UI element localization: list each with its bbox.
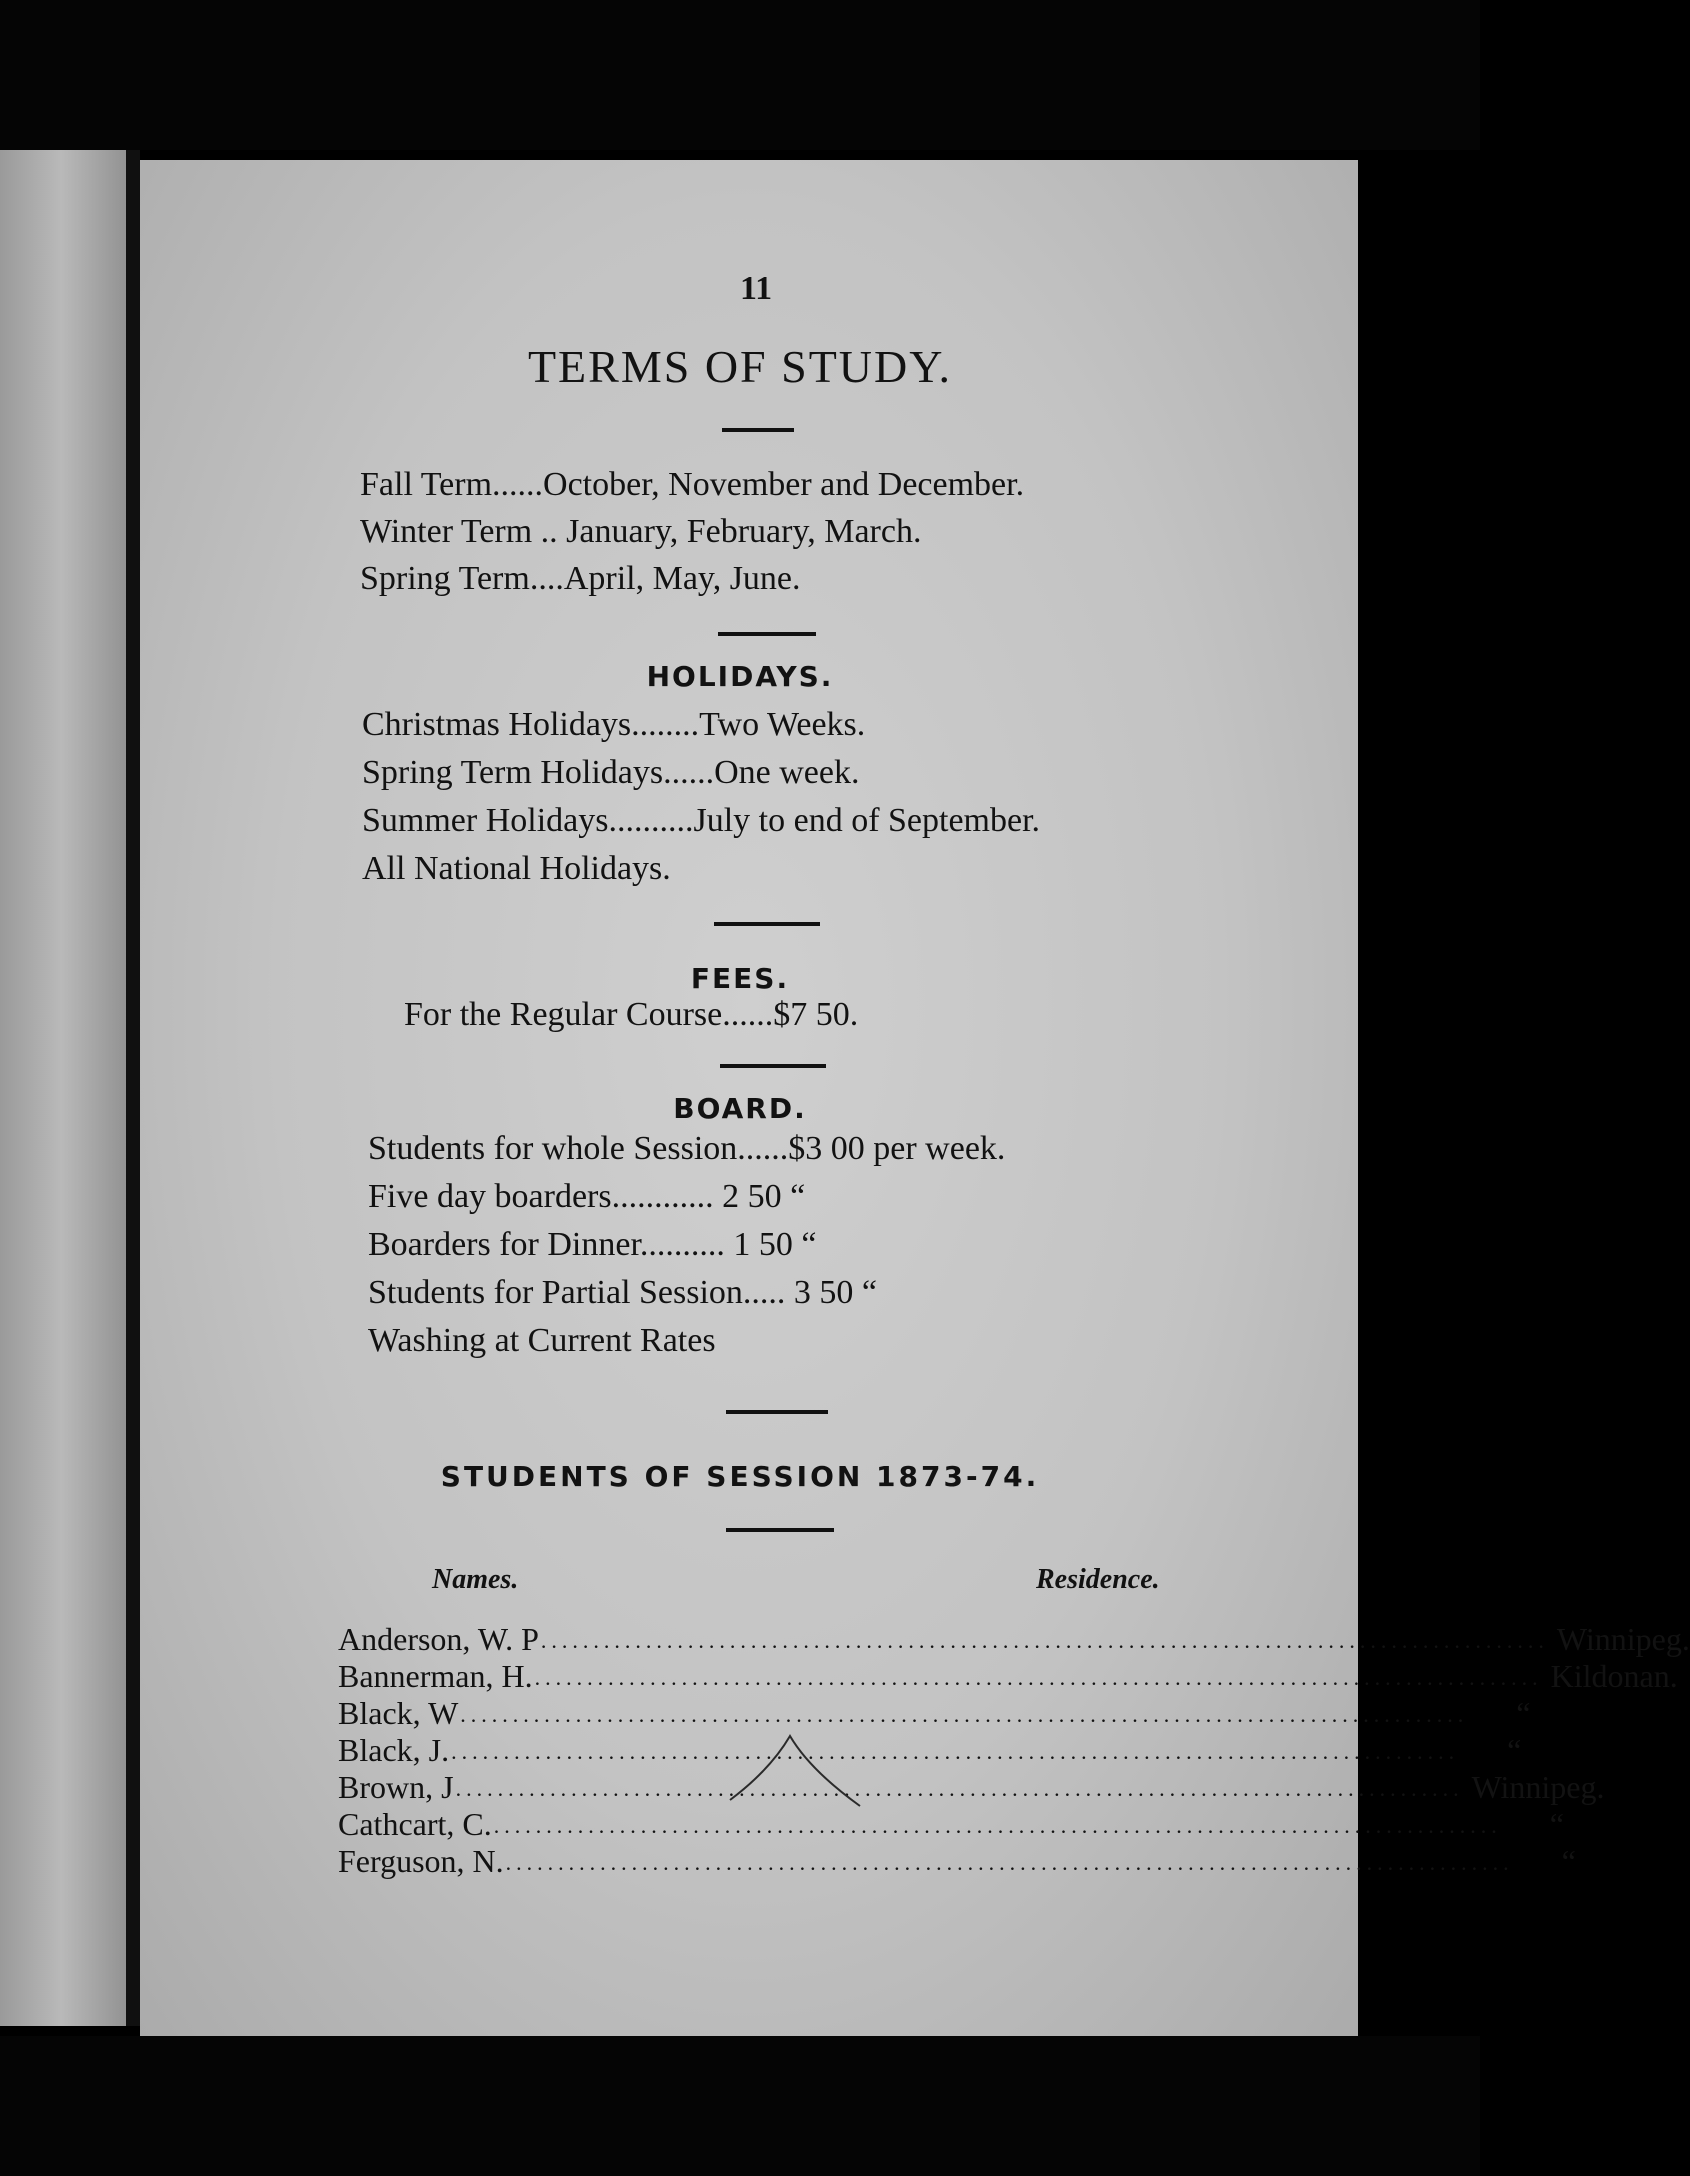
term-line: Spring Term....April, May, June. [360,560,801,597]
page-number: 11 [740,270,773,307]
leader-dots: ................................................................................................ [534,1665,1543,1690]
student-row [338,1694,1531,1732]
holiday-line: Summer Holidays..........July to end of September. [362,802,1041,839]
fee-line: For the Regular Course......$7 50. [404,996,859,1033]
term-line: Winter Term .. January, February, March. [360,513,922,550]
fees-heading: FEES. [690,962,790,995]
student-residence: Kildonan. [1550,1658,1678,1694]
board-line: Five day boarders............ 2 50 “ [368,1178,806,1215]
divider [722,428,794,432]
board-line: Students for Partial Session..... 3 50 “ [368,1274,878,1311]
leader-dots: ................................................................................................ [460,1702,1469,1727]
students-heading: STUDENTS OF SESSION 1873-74. [440,1460,1040,1493]
student-row [338,1620,1690,1658]
student-row [338,1842,1576,1880]
column-header-names: Names. [432,1564,519,1595]
leader-dots: ................................................................................................ [493,1813,1502,1838]
leader-dots: ................................................................................................ [540,1628,1549,1653]
book-spine [126,150,140,2026]
leader-dots: ................................................................................................ [455,1776,1464,1801]
board-line: Students for whole Session......$3 00 per week. [368,1130,1006,1167]
student-name: Black, W [338,1695,459,1731]
student-name: Anderson, W. P [338,1621,539,1657]
student-name: Ferguson, N. [338,1843,504,1879]
pencil-mark [720,1730,870,1810]
student-residence: “ [1516,1695,1531,1731]
holiday-line: All National Holidays. [362,850,671,887]
facing-page-edge [0,150,136,2026]
student-residence: “ [1561,1843,1576,1879]
term-line: Fall Term......October, November and December. [360,466,1025,503]
scan-border-bottom [0,2036,1480,2176]
student-name: Brown, J [338,1769,454,1805]
holidays-heading: HOLIDAYS. [646,660,834,693]
scan-border-top [0,0,1480,150]
student-residence: Winnipeg. [1556,1621,1690,1657]
divider [726,1528,834,1532]
student-row [338,1657,1678,1695]
student-name: Cathcart, C. [338,1806,492,1842]
board-line: Washing at Current Rates [368,1322,716,1359]
divider [720,1064,826,1068]
divider [714,922,820,926]
divider [726,1410,828,1414]
holiday-line: Christmas Holidays........Two Weeks. [362,706,866,743]
leader-dots: ................................................................................................ [451,1739,1460,1764]
column-header-residence: Residence. [1036,1564,1160,1595]
board-heading: BOARD. [673,1092,807,1125]
holiday-line: Spring Term Holidays......One week. [362,754,860,791]
leader-dots: ................................................................................................ [505,1850,1514,1875]
board-line: Boarders for Dinner.......... 1 50 “ [368,1226,817,1263]
student-name: Black, J. [338,1732,450,1768]
student-row [338,1805,1564,1843]
student-residence: “ [1549,1806,1564,1842]
divider [718,632,816,636]
student-residence: “ [1507,1732,1522,1768]
page-title: TERMS OF STUDY. [527,341,953,392]
student-residence: Winnipeg. [1471,1769,1605,1805]
student-name: Bannerman, H. [338,1658,533,1694]
